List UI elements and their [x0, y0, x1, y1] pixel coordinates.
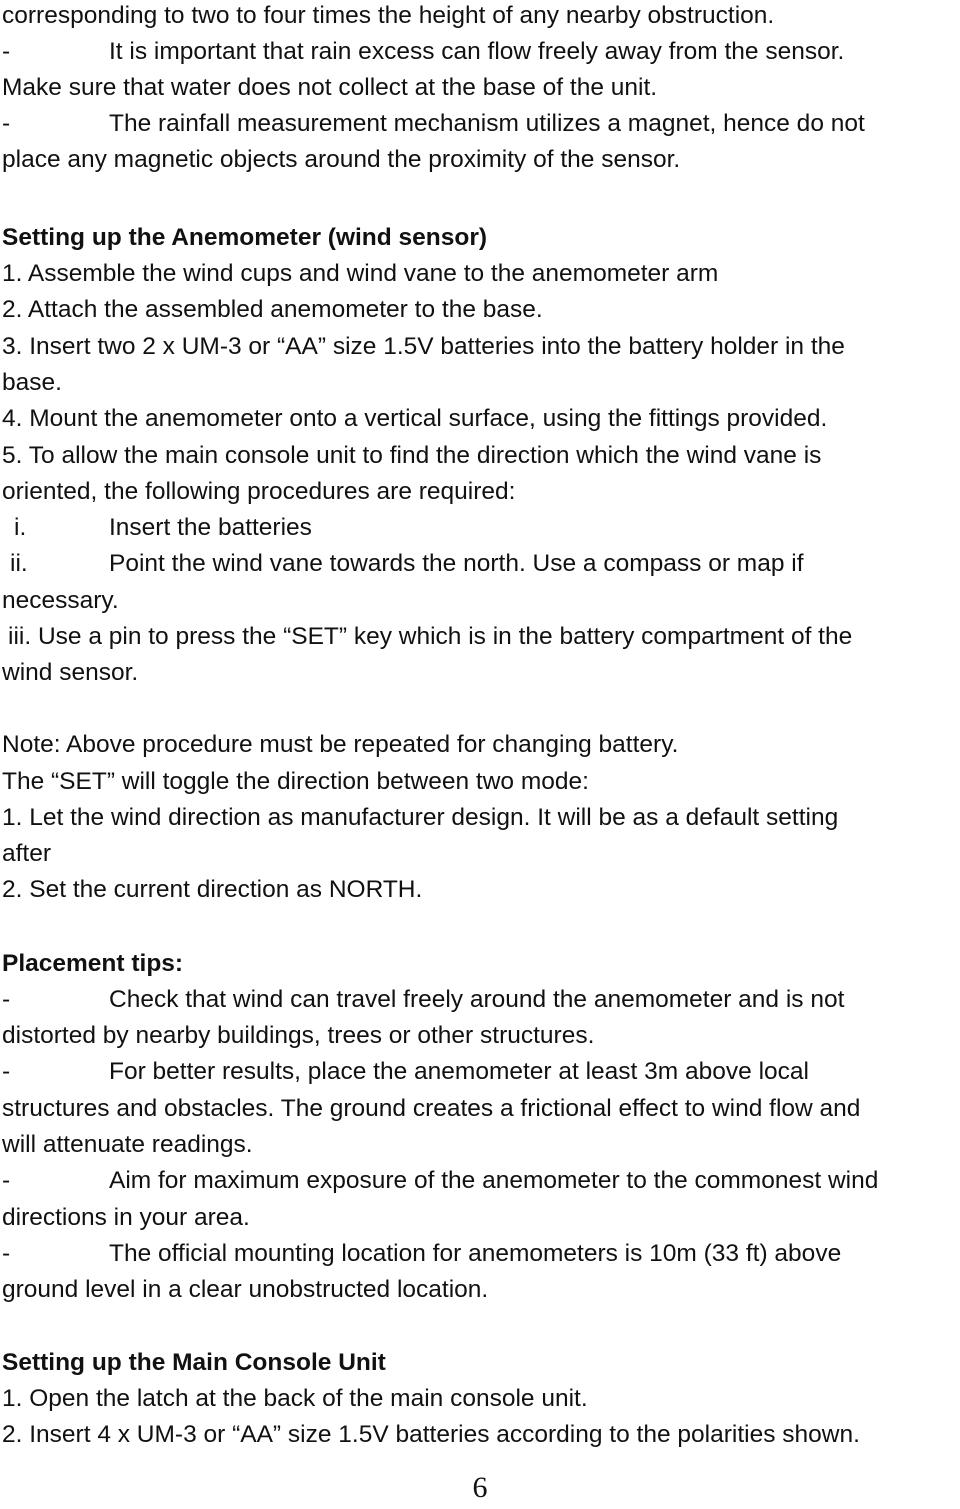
bullet-marker: -	[2, 38, 11, 65]
bullet-marker: -	[2, 1240, 11, 1267]
placement-tip-text: The official mounting location for anemometers is 10m (33 ft) above	[109, 1240, 842, 1267]
placement-tip-text: directions in your area.	[2, 1204, 250, 1231]
bullet-marker: -	[2, 110, 11, 137]
console-step: 1. Open the latch at the back of the main console unit.	[2, 1385, 588, 1412]
anemometer-step: oriented, the following procedures are required:	[2, 478, 516, 505]
placement-tip-text: ground level in a clear unobstructed location.	[2, 1276, 489, 1303]
bullet-marker: -	[2, 1167, 11, 1194]
placement-tip-text: will attenuate readings.	[2, 1131, 253, 1158]
rain-item-text: The rainfall measurement mechanism utilizes a magnet, hence do not	[109, 110, 865, 137]
placement-tip-text: Aim for maximum exposure of the anemometer to the commonest wind	[109, 1167, 879, 1194]
note-text: Note: Above procedure must be repeated for changing battery.	[2, 731, 679, 758]
anemometer-step: 4. Mount the anemometer onto a vertical surface, using the fittings provided.	[2, 405, 828, 432]
note-text: 2. Set the current direction as NORTH.	[2, 876, 423, 903]
sub-step-text: wind sensor.	[2, 659, 139, 686]
sub-step-text: Insert the batteries	[109, 514, 312, 541]
note-text: 1. Let the wind direction as manufacturer design. It will be as a default setting	[2, 804, 839, 831]
sub-step-text: iii. Use a pin to press the “SET” key which is in the battery compartment of the	[8, 623, 853, 650]
page-number: 6	[472, 1471, 488, 1504]
anemometer-heading: Setting up the Anemometer (wind sensor)	[2, 224, 488, 251]
sub-step-text: Point the wind vane towards the north. Use a compass or map if	[109, 550, 804, 577]
placement-tip-text: Check that wind can travel freely around the anemometer and is not	[109, 986, 845, 1013]
anemometer-step: 2. Attach the assembled anemometer to the base.	[2, 296, 543, 323]
placement-tip-text: structures and obstacles. The ground creates a frictional effect to wind flow and	[2, 1095, 861, 1122]
sub-step-text: necessary.	[2, 587, 119, 614]
note-text: The “SET” will toggle the direction between two mode:	[2, 768, 589, 795]
console-heading: Setting up the Main Console Unit	[2, 1349, 386, 1376]
anemometer-step: 3. Insert two 2 x UM-3 or “AA” size 1.5V batteries into the battery holder in the	[2, 333, 845, 360]
sub-step-marker: i.	[14, 514, 27, 541]
sub-step-marker: ii.	[10, 550, 28, 577]
rain-item-text: Make sure that water does not collect at the base of the unit.	[2, 74, 658, 101]
bullet-marker: -	[2, 986, 11, 1013]
anemometer-step: 1. Assemble the wind cups and wind vane to the anemometer arm	[2, 260, 719, 287]
placement-tip-text: For better results, place the anemometer at least 3m above local	[109, 1058, 809, 1085]
console-step: 2. Insert 4 x UM-3 or “AA” size 1.5V batteries according to the polarities shown.	[2, 1421, 860, 1448]
rain-text-line: corresponding to two to four times the height of any nearby obstruction.	[2, 2, 775, 29]
anemometer-step: base.	[2, 369, 62, 396]
anemometer-step: 5. To allow the main console unit to find the direction which the wind vane is	[2, 442, 822, 469]
rain-item-text: It is important that rain excess can flow freely away from the sensor.	[109, 38, 845, 65]
rain-item-text: place any magnetic objects around the proximity of the sensor.	[2, 146, 681, 173]
placement-tip-text: distorted by nearby buildings, trees or other structures.	[2, 1022, 595, 1049]
bullet-marker: -	[2, 1058, 11, 1085]
note-text: after	[2, 840, 52, 867]
placement-heading: Placement tips:	[2, 950, 184, 977]
